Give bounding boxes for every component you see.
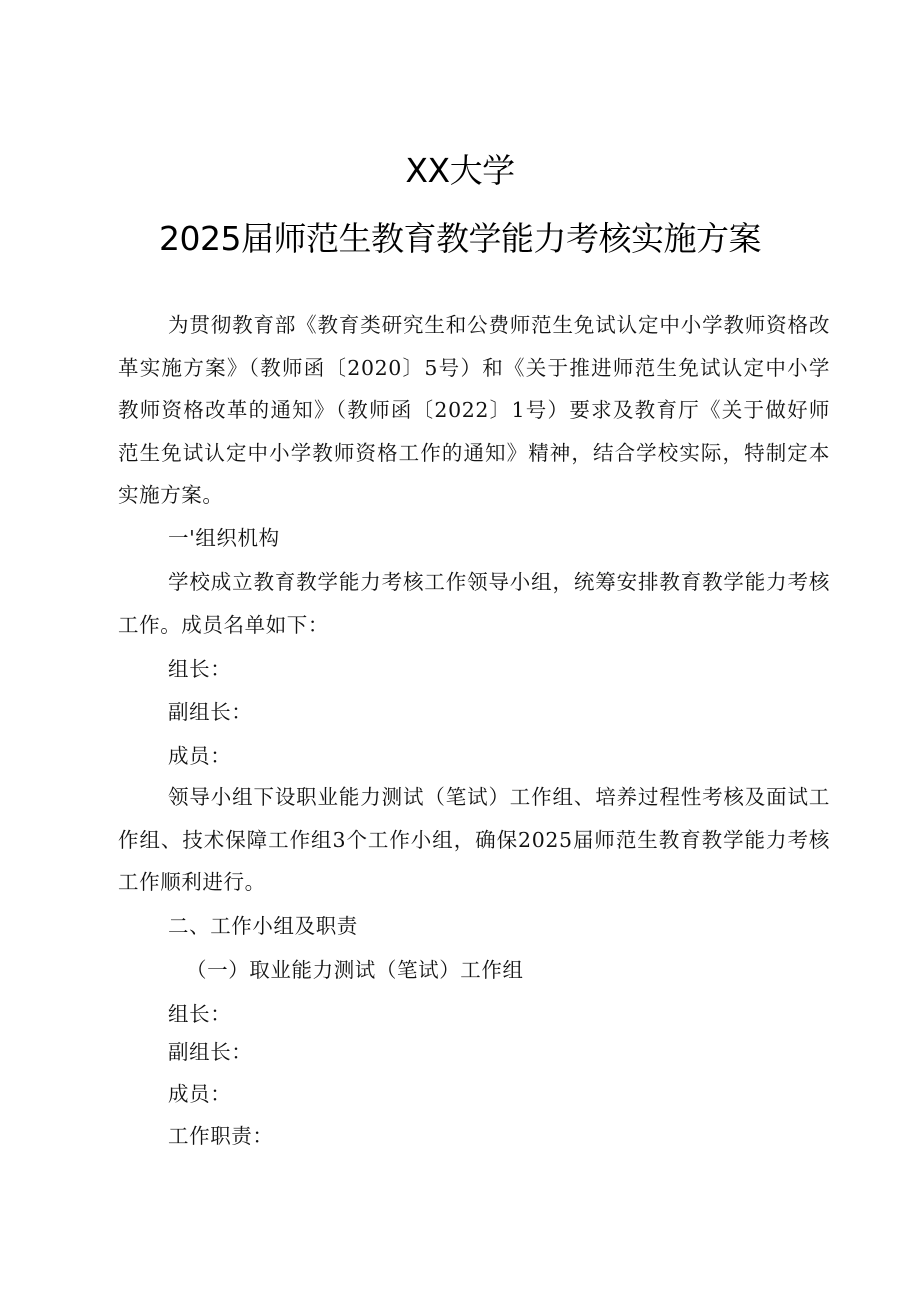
section-heading-organization: 一'组织机构 bbox=[168, 526, 280, 550]
document-title-plan: 2025届师范生教育教学能力考核实施方案 bbox=[159, 219, 761, 258]
group-leader-label: 组长： bbox=[168, 1002, 232, 1026]
section-heading-groups-duties: 二、工作小组及职责 bbox=[168, 914, 358, 938]
deputy-leader-label: 副组长： bbox=[168, 700, 253, 724]
document-title-university: XX大学 bbox=[405, 151, 515, 190]
intro-paragraph: 为贯彻教育部《教育类研究生和公费师范生免试认定中小学教师资格改革实施方案》（教师函〔2020〕5号）和《关于推进师范生免试认定中小学教师资格改革的通知》（教师函〔2022〕1号）要求及教育厅《关于做好师范生免试认定中小学教师资格工作的通知》精神，结合学校实际，特制定本实施方案。 bbox=[118, 313, 830, 507]
group-deputy-leader-label: 副组长： bbox=[168, 1040, 253, 1064]
subsection-heading-written-test-group: （一）取业能力测试（笔试）工作组 bbox=[186, 958, 524, 982]
group-duties-label: 工作职责： bbox=[168, 1124, 274, 1148]
working-groups-paragraph: 领导小组下设职业能力测试（笔试）工作组、培养过程性考核及面试工作组、技术保障工作组3个工作小组，确保2025届师范生教育教学能力考核工作顺利进行。 bbox=[118, 785, 830, 894]
leading-group-paragraph: 学校成立教育教学能力考核工作领导小组，统筹安排教育教学能力考核工作。成员名单如下： bbox=[118, 570, 830, 637]
leader-label: 组长： bbox=[168, 657, 232, 681]
members-label: 成员： bbox=[168, 744, 232, 768]
group-members-label: 成员： bbox=[168, 1082, 232, 1106]
